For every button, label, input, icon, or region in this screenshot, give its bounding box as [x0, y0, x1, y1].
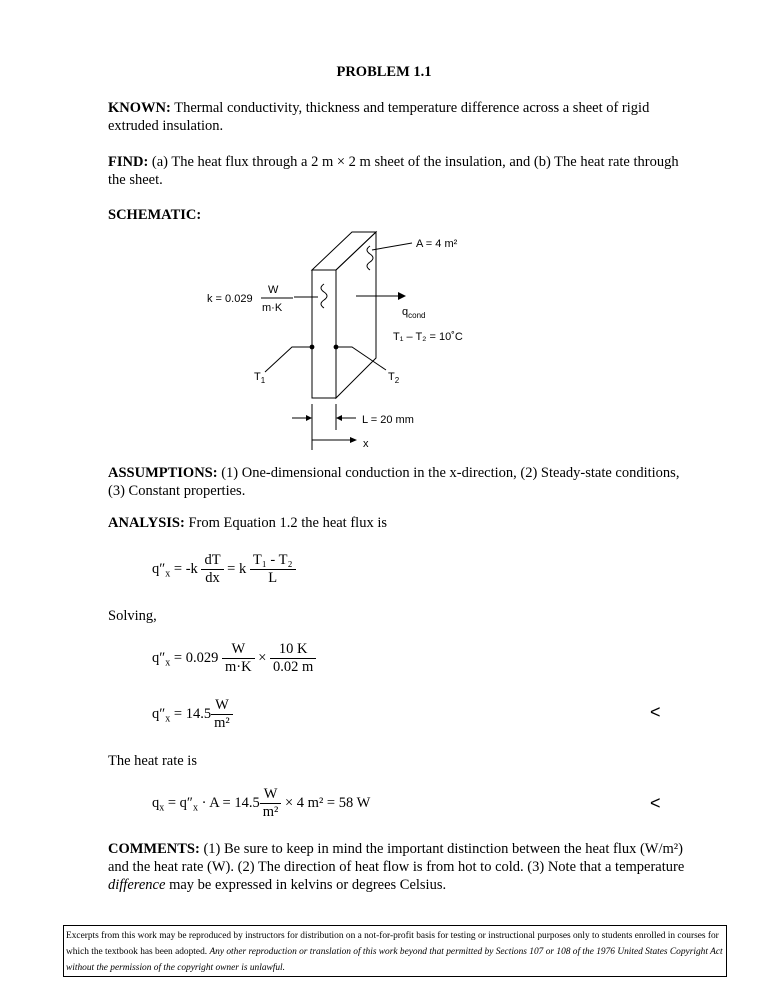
eq3-fraction: $\frac{W}{\text{m²}}$	[211, 697, 233, 732]
slab-side-face	[336, 232, 376, 398]
eq2-lhs: q″	[152, 649, 166, 666]
thickness-label: L = 20 mm	[362, 414, 414, 426]
eq2-times: ×	[258, 649, 267, 666]
eq1-lhs-sub: x	[165, 568, 171, 580]
page-title: PROBLEM 1.1	[336, 64, 432, 80]
x-axis-head	[350, 437, 357, 443]
copyright-footer	[63, 925, 727, 977]
area-label: A = 4 m²	[416, 238, 458, 250]
eq4-mid2: · A = 14.5	[201, 794, 260, 811]
eq3-mid: = 14.5	[173, 705, 212, 722]
k-num-label: W	[268, 284, 279, 296]
t1-label: $T_1$	[254, 371, 266, 385]
eq1-mid2: = k	[227, 560, 247, 577]
k-den-label: m·K	[262, 302, 283, 314]
eq2-fraction2: $\frac{10 K}{0.02 m}$	[270, 641, 316, 676]
x-axis-label: x	[363, 438, 369, 450]
dim-left-arrow-head	[306, 415, 312, 421]
eq1-mid1: = -k	[173, 560, 198, 577]
k-squiggle	[321, 284, 327, 308]
comments-text-2: may be expressed in kelvins or degrees Celsius.	[169, 877, 447, 893]
eq1-fraction1: $\frac{dT}{dx}$	[201, 552, 223, 587]
slab-front-face	[312, 270, 336, 398]
schematic-label: SCHEMATIC:	[108, 207, 202, 223]
known-text: Thermal conductivity, thickness and temperature difference across a sheet of rigid extruded insulation.	[108, 100, 650, 134]
dt-label: T₁ – T₂ = 10˚C	[393, 331, 463, 343]
equation-flux-numeric	[152, 641, 316, 676]
eq1-fraction2: $\frac{\text{T₁ - T₂}}{L}$	[250, 552, 296, 587]
check-mark-flux: <	[650, 702, 661, 722]
k-prefix-label: k = 0.029	[207, 293, 253, 305]
eq4-mid: = q″	[167, 794, 193, 811]
analysis-label: ANALYSIS:	[108, 515, 185, 531]
comments-emphasis: difference	[108, 877, 166, 893]
heat-rate-intro: The heat rate is	[108, 753, 197, 769]
assumptions-label: ASSUMPTIONS:	[108, 465, 218, 481]
t1-leader	[265, 347, 312, 372]
slab-top-face	[312, 232, 376, 270]
eq2-mid: = 0.029	[173, 649, 219, 666]
eq4-lhs-sub: x	[159, 802, 165, 814]
assumptions-text: (1) One-dimensional conduction in the x-direction, (2) Steady-state conditions, (3) Constant properties.	[108, 465, 680, 499]
q-arrow-head	[398, 292, 406, 300]
t2-label: $T_2$	[388, 371, 400, 385]
comments-text-1: (1) Be sure to keep in mind the important distinction between the heat flux (W/m²) and the heat rate (W). (2) The direction of heat flow is from hot to cold. (3) Note that a temperature	[108, 841, 685, 875]
t2-leader	[336, 347, 386, 370]
eq4-tail: × 4 m² = 58 W	[285, 794, 371, 811]
footer-italic-text: Any other reproduction or translation of this work beyond that permitted by Sections 107 or 108 of the 1976 United States Copyright Act without the permission of the copyright owner is unlawful.	[66, 947, 723, 973]
eq4-fraction: $\frac{W}{\text{m²}}$	[260, 786, 282, 821]
comments-section	[108, 840, 686, 894]
find-text: (a) The heat flux through a 2 m × 2 m sheet of the insulation, and (b) The heat rate through the sheet.	[108, 154, 679, 188]
analysis-text: From Equation 1.2 the heat flux is	[188, 515, 387, 531]
eq4-lhs: q	[152, 794, 160, 811]
analysis-section	[108, 514, 688, 532]
solving-text: Solving,	[108, 608, 157, 624]
area-leader	[372, 243, 412, 250]
comments-label: COMMENTS:	[108, 841, 200, 857]
dim-right-arrow-head	[336, 415, 342, 421]
eq3-lhs-sub: x	[165, 713, 171, 725]
footer-normal-text: Excerpts from this work may be reproduced by instructors for distribution on a not-for-profit basis for testing or instructional purposes only to students enrolled in courses for which the textbook has been adopted.	[66, 931, 719, 957]
assumptions-section	[108, 464, 688, 500]
eq2-lhs-sub: x	[165, 657, 171, 669]
eq4-mid-sub: x	[192, 802, 198, 814]
known-label: KNOWN:	[108, 100, 171, 116]
find-label: FIND:	[108, 154, 149, 170]
check-mark-rate: <	[650, 793, 661, 813]
equation-flux-result	[152, 697, 233, 732]
eq2-fraction1: $\frac{W}{m\cdot K}$	[222, 641, 255, 676]
q-label: $q_{cond}$	[402, 306, 426, 320]
eq1-lhs: q″	[152, 560, 166, 577]
eq3-lhs: q″	[152, 705, 166, 722]
schematic-diagram	[0, 0, 768, 470]
equation-heat-rate	[152, 786, 370, 821]
equation-flux-definition	[152, 552, 296, 587]
